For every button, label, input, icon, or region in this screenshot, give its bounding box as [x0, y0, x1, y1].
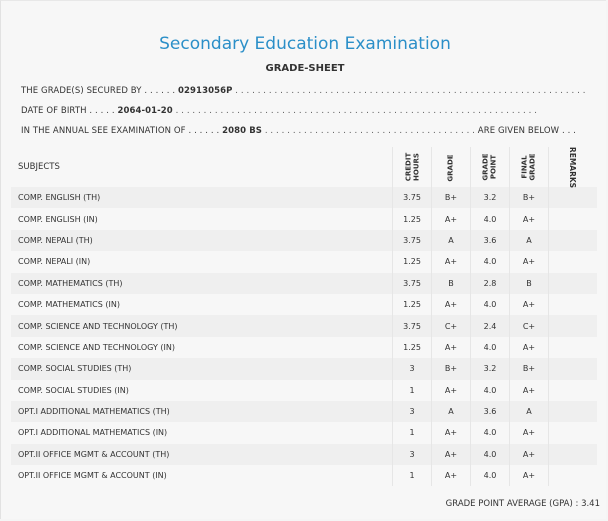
exam-line: [21, 126, 576, 136]
remarks-cell: [549, 187, 598, 208]
remarks-cell: [549, 444, 598, 465]
symbol-number: 02913056P: [178, 86, 233, 96]
grade-point-cell: 3.2: [471, 187, 510, 208]
remarks-cell: [549, 273, 598, 294]
credit-hours-cell: 1.25: [393, 208, 432, 229]
grade-point-cell: 4.0: [471, 251, 510, 272]
final-grade-cell: A: [510, 401, 549, 422]
grade-cell: B+: [432, 187, 471, 208]
subject-cell: COMP. NEPALI (TH): [11, 230, 393, 251]
subject-cell: OPT.II OFFICE MGMT & ACCOUNT (TH): [11, 444, 393, 465]
header-grade-point: [471, 147, 510, 187]
credit-hours-cell: 3.75: [393, 315, 432, 336]
final-grade-cell: A+: [510, 465, 549, 486]
exam-dots: . . . . . . . . . . . . . . . . . . . . . . . . . . . . . . . . . . . . . .: [264, 126, 475, 136]
grade-point-cell: 3.6: [471, 230, 510, 251]
header-grade-point-text: GRADE POINT: [482, 153, 498, 181]
dob-label: DATE OF BIRTH . . . . .: [21, 106, 115, 116]
grade-cell: B+: [432, 358, 471, 379]
exam-label: IN THE ANNUAL SEE EXAMINATION OF . . . . . .: [21, 126, 220, 136]
table-row: [11, 251, 597, 272]
header-grade: [432, 147, 471, 187]
remarks-cell: [549, 294, 598, 315]
subject-cell: OPT.I ADDITIONAL MATHEMATICS (TH): [11, 401, 393, 422]
remarks-cell: [549, 380, 598, 401]
grade-point-cell: 2.4: [471, 315, 510, 336]
table-row: [11, 444, 597, 465]
header-final-grade: [510, 147, 549, 187]
credit-hours-cell: 1.25: [393, 337, 432, 358]
header-credit-hours: [393, 147, 432, 187]
final-grade-cell: B+: [510, 358, 549, 379]
credit-hours-cell: 3: [393, 358, 432, 379]
header-grade-text: GRADE: [447, 153, 455, 182]
grade-point-cell: 3.2: [471, 358, 510, 379]
page-title: Secondary Education Examination: [159, 34, 451, 54]
table-header-row: [11, 147, 597, 187]
remarks-cell: [549, 251, 598, 272]
final-grade-cell: A+: [510, 422, 549, 443]
subject-cell: COMP. SCIENCE AND TECHNOLOGY (IN): [11, 337, 393, 358]
grade-point-cell: 3.6: [471, 401, 510, 422]
grade-secured-label: THE GRADE(S) SECURED BY . . . . . .: [21, 86, 176, 96]
subject-cell: COMP. ENGLISH (IN): [11, 208, 393, 229]
credit-hours-cell: 3.75: [393, 273, 432, 294]
grade-cell: A+: [432, 465, 471, 486]
final-grade-cell: A+: [510, 251, 549, 272]
remarks-cell: [549, 401, 598, 422]
table-row: [11, 337, 597, 358]
credit-hours-cell: 3: [393, 401, 432, 422]
credit-hours-cell: 1.25: [393, 251, 432, 272]
credit-hours-cell: 3.75: [393, 187, 432, 208]
header-remarks-text: REMARKS: [568, 146, 578, 188]
header-final-grade-text: FINAL GRADE: [521, 153, 537, 181]
grade-point-cell: 4.0: [471, 380, 510, 401]
final-grade-cell: A+: [510, 444, 549, 465]
page-subtitle: GRADE-SHEET: [265, 63, 345, 74]
grade-cell: A+: [432, 251, 471, 272]
table-row: [11, 465, 597, 486]
subject-cell: COMP. MATHEMATICS (TH): [11, 273, 393, 294]
final-grade-cell: B: [510, 273, 549, 294]
grade-cell: A+: [432, 444, 471, 465]
credit-hours-cell: 3: [393, 444, 432, 465]
gpa-value: 3.41: [581, 499, 600, 509]
credit-hours-cell: 1: [393, 422, 432, 443]
grade-secured-dots: . . . . . . . . . . . . . . . . . . . . . . . . . . . . . . . . . . . . . . . . . . . . . . . . . . . . . . . . . . . . . . .: [235, 86, 586, 96]
table-row: [11, 401, 597, 422]
exam-suffix: ARE GIVEN BELOW . . .: [477, 126, 576, 136]
table-row: [11, 358, 597, 379]
grade-cell: A+: [432, 337, 471, 358]
header-remarks: [549, 147, 598, 187]
dob-dots: . . . . . . . . . . . . . . . . . . . . . . . . . . . . . . . . . . . . . . . . . . . . . . . . . . . . . . . . . . . . . . . . .: [175, 106, 538, 116]
grade-point-cell: 4.0: [471, 294, 510, 315]
table-row: [11, 187, 597, 208]
table-row: [11, 315, 597, 336]
header-subjects: SUBJECTS: [18, 162, 60, 172]
subject-cell: COMP. SOCIAL STUDIES (IN): [11, 380, 393, 401]
grade-point-cell: 4.0: [471, 444, 510, 465]
table-row: [11, 422, 597, 443]
grade-cell: A+: [432, 294, 471, 315]
grade-point-cell: 4.0: [471, 208, 510, 229]
grade-cell: C+: [432, 315, 471, 336]
grade-cell: B: [432, 273, 471, 294]
table-row: [11, 230, 597, 251]
grade-cell: A+: [432, 380, 471, 401]
remarks-cell: [549, 358, 598, 379]
table-row: [11, 273, 597, 294]
subject-cell: COMP. MATHEMATICS (IN): [11, 294, 393, 315]
credit-hours-cell: 1: [393, 465, 432, 486]
remarks-cell: [549, 422, 598, 443]
dob-value: 2064-01-20: [117, 106, 173, 116]
grade-cell: A+: [432, 422, 471, 443]
remarks-cell: [549, 315, 598, 336]
table-row: [11, 294, 597, 315]
table-body: [11, 187, 597, 486]
credit-hours-cell: 3.75: [393, 230, 432, 251]
remarks-cell: [549, 230, 598, 251]
remarks-cell: [549, 208, 598, 229]
grades-table: [11, 147, 597, 486]
grade-point-cell: 4.0: [471, 337, 510, 358]
header-credit-hours-text: CREDIT HOURS: [404, 152, 420, 182]
subject-cell: OPT.I ADDITIONAL MATHEMATICS (IN): [11, 422, 393, 443]
final-grade-cell: A+: [510, 208, 549, 229]
grade-cell: A+: [432, 208, 471, 229]
grade-cell: A: [432, 230, 471, 251]
gpa-line: [446, 499, 600, 509]
subject-cell: COMP. SOCIAL STUDIES (TH): [11, 358, 393, 379]
grade-point-cell: 4.0: [471, 422, 510, 443]
subject-cell: COMP. ENGLISH (TH): [11, 187, 393, 208]
credit-hours-cell: 1.25: [393, 294, 432, 315]
grade-secured-line: [21, 86, 586, 96]
table-row: [11, 380, 597, 401]
subject-cell: COMP. NEPALI (IN): [11, 251, 393, 272]
gpa-label: GRADE POINT AVERAGE (GPA) :: [445, 499, 579, 509]
subject-cell: OPT.II OFFICE MGMT & ACCOUNT (IN): [11, 465, 393, 486]
subject-cell: COMP. SCIENCE AND TECHNOLOGY (TH): [11, 315, 393, 336]
final-grade-cell: A: [510, 230, 549, 251]
final-grade-cell: A+: [510, 380, 549, 401]
grade-point-cell: 2.8: [471, 273, 510, 294]
final-grade-cell: B+: [510, 187, 549, 208]
grade-point-cell: 4.0: [471, 465, 510, 486]
remarks-cell: [549, 337, 598, 358]
final-grade-cell: C+: [510, 315, 549, 336]
final-grade-cell: A+: [510, 337, 549, 358]
final-grade-cell: A+: [510, 294, 549, 315]
grade-cell: A: [432, 401, 471, 422]
table-row: [11, 208, 597, 229]
credit-hours-cell: 1: [393, 380, 432, 401]
dob-line: [21, 106, 537, 116]
exam-year: 2080 BS: [222, 126, 263, 136]
remarks-cell: [549, 465, 598, 486]
